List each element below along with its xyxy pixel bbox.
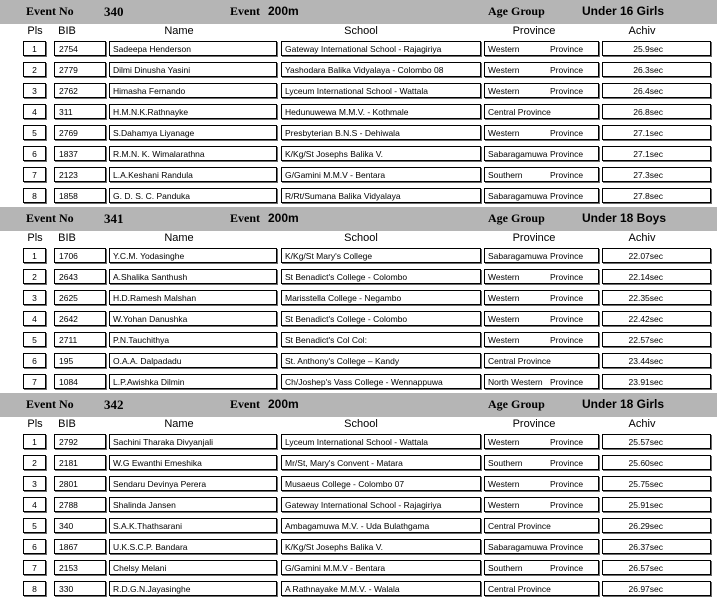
event-no-label: Event No: [26, 211, 74, 225]
name-cell: P.N.Tauchithya: [109, 332, 277, 347]
province-suffix: Province: [550, 500, 584, 510]
event-no-label: Event No: [26, 4, 74, 18]
name-cell: W.Yohan Danushka: [109, 311, 277, 326]
name-cell: Dilmi Dinusha Yasini: [109, 62, 277, 77]
table-row: [0, 558, 717, 579]
school-cell: K/Kg/St Josephs Balika V.: [281, 146, 481, 161]
province-cell: [484, 290, 599, 305]
achievement-cell: 27.3sec: [602, 167, 711, 182]
province-cell: [484, 125, 599, 140]
place-cell: 2: [23, 455, 46, 470]
results-rows: [0, 246, 717, 393]
name-cell: Sadeepa Henderson: [109, 41, 277, 56]
province-suffix: Province: [550, 272, 584, 282]
place-cell: 3: [23, 476, 46, 491]
school-cell: R/Rt/Sumana Balika Vidyalaya: [281, 188, 481, 203]
province-name: Sabaragamuwa: [488, 542, 548, 552]
province-name: Central Province: [488, 521, 551, 531]
province-cell: [484, 353, 599, 368]
school-cell: Lyceum International School - Wattala: [281, 83, 481, 98]
table-row: [0, 246, 717, 267]
age-group-label: Age Group: [488, 397, 545, 411]
province-cell: [484, 62, 599, 77]
bib-cell: 330: [54, 581, 106, 596]
province-name: Central Province: [488, 584, 551, 594]
school-cell: Presbyterian B.N.S - Dehiwala: [281, 125, 481, 140]
school-cell: Marisstella College - Negambo: [281, 290, 481, 305]
province-suffix: Province: [550, 335, 584, 345]
col-pls: Pls: [27, 25, 43, 37]
province-cell: [484, 269, 599, 284]
achievement-cell: 25.9sec: [602, 41, 711, 56]
bib-cell: 2788: [54, 497, 106, 512]
province-cell: [484, 83, 599, 98]
results-rows: [0, 39, 717, 207]
province-name: Western: [488, 479, 520, 489]
table-row: [0, 60, 717, 81]
achievement-cell: 22.14sec: [602, 269, 711, 284]
col-bib: BIB: [58, 418, 76, 430]
event-number: 342: [104, 397, 124, 412]
province-cell: [484, 167, 599, 182]
age-group-value: Under 18 Boys: [582, 211, 667, 225]
province-name: Central Province: [488, 107, 551, 117]
table-row: [0, 123, 717, 144]
col-province: Province: [512, 25, 556, 37]
place-cell: 4: [23, 311, 46, 326]
province-suffix: Province: [550, 458, 584, 468]
province-suffix: Province: [550, 128, 584, 138]
place-cell: 7: [23, 560, 46, 575]
event-distance: 200m: [268, 4, 299, 18]
province-cell: [484, 476, 599, 491]
place-cell: 2: [23, 62, 46, 77]
province-name: Western: [488, 500, 520, 510]
event-block: [0, 207, 717, 393]
bib-cell: 340: [54, 518, 106, 533]
province-cell: [484, 41, 599, 56]
name-cell: H.D.Ramesh Malshan: [109, 290, 277, 305]
col-school: School: [344, 25, 378, 37]
province-name: North Western: [488, 377, 543, 387]
bib-cell: 2625: [54, 290, 106, 305]
achievement-cell: 22.35sec: [602, 290, 711, 305]
name-cell: Chelsy Melani: [109, 560, 277, 575]
province-suffix: Province: [550, 191, 584, 201]
province-cell: [484, 539, 599, 554]
bib-cell: 2711: [54, 332, 106, 347]
bib-cell: 2642: [54, 311, 106, 326]
table-row: [0, 372, 717, 393]
school-cell: Hedunuwewa M.M.V. - Kothmale: [281, 104, 481, 119]
school-cell: K/Kg/St Josephs Balika V.: [281, 539, 481, 554]
province-name: Western: [488, 437, 520, 447]
bib-cell: 2769: [54, 125, 106, 140]
bib-cell: 2643: [54, 269, 106, 284]
school-cell: Ambagamuwa M.V. - Uda Bulathgama: [281, 518, 481, 533]
event-no-label: Event No: [26, 397, 74, 411]
name-cell: U.K.S.C.P. Bandara: [109, 539, 277, 554]
school-cell: G/Gamini M.M.V - Bentara: [281, 167, 481, 182]
province-suffix: Province: [550, 542, 584, 552]
province-name: Western: [488, 272, 520, 282]
place-cell: 7: [23, 374, 46, 389]
province-cell: [484, 146, 599, 161]
achievement-cell: 26.4sec: [602, 83, 711, 98]
achievement-cell: 26.3sec: [602, 62, 711, 77]
event-block: [0, 0, 717, 207]
province-suffix: Province: [550, 314, 584, 324]
province-name: Central Province: [488, 356, 551, 366]
achievement-cell: 27.1sec: [602, 125, 711, 140]
table-row: [0, 81, 717, 102]
col-name: Name: [164, 25, 194, 37]
place-cell: 3: [23, 290, 46, 305]
school-cell: Gateway International School - Rajagiriya: [281, 497, 481, 512]
school-cell: K/Kg/St Mary's College: [281, 248, 481, 263]
event-distance: 200m: [268, 211, 299, 225]
table-row: [0, 351, 717, 372]
school-cell: Gateway International School - Rajagiriya: [281, 41, 481, 56]
achievement-cell: 26.8sec: [602, 104, 711, 119]
col-name: Name: [164, 232, 194, 244]
province-cell: [484, 497, 599, 512]
event-header: [0, 393, 717, 417]
name-cell: R.M.N. K. Wimalarathna: [109, 146, 277, 161]
province-suffix: Province: [550, 86, 584, 96]
event-label: Event: [230, 397, 260, 411]
province-cell: [484, 104, 599, 119]
col-province: Province: [512, 418, 556, 430]
col-pls: Pls: [27, 232, 43, 244]
col-name: Name: [164, 418, 194, 430]
province-name: Western: [488, 314, 520, 324]
name-cell: Y.C.M. Yodasinghe: [109, 248, 277, 263]
table-row: [0, 537, 717, 558]
achievement-cell: 22.57sec: [602, 332, 711, 347]
province-name: Western: [488, 86, 520, 96]
place-cell: 6: [23, 353, 46, 368]
province-cell: [484, 581, 599, 596]
province-name: Sabaragamuwa: [488, 251, 548, 261]
age-group-label: Age Group: [488, 4, 545, 18]
event-distance: 200m: [268, 397, 299, 411]
achievement-cell: 27.8sec: [602, 188, 711, 203]
place-cell: 1: [23, 41, 46, 56]
name-cell: L.A.Keshani Randula: [109, 167, 277, 182]
age-group-value: Under 16 Girls: [582, 4, 665, 18]
province-name: Southern: [488, 170, 523, 180]
event-header: [0, 207, 717, 231]
place-cell: 6: [23, 146, 46, 161]
province-cell: [484, 434, 599, 449]
province-suffix: Province: [550, 377, 584, 387]
table-row: [0, 309, 717, 330]
name-cell: S.A.K.Thathsarani: [109, 518, 277, 533]
school-cell: St. Anthony's College – Kandy: [281, 353, 481, 368]
school-cell: Yashodara Balika Vidyalaya - Colombo 08: [281, 62, 481, 77]
event-number: 340: [104, 4, 124, 19]
province-name: Southern: [488, 563, 523, 573]
table-row: [0, 432, 717, 453]
place-cell: 4: [23, 497, 46, 512]
bib-cell: 1867: [54, 539, 106, 554]
name-cell: S.Dahamya Liyanage: [109, 125, 277, 140]
school-cell: Musaeus College - Colombo 07: [281, 476, 481, 491]
place-cell: 5: [23, 125, 46, 140]
province-name: Western: [488, 128, 520, 138]
province-suffix: Province: [550, 44, 584, 54]
table-row: [0, 474, 717, 495]
province-suffix: Province: [550, 170, 584, 180]
name-cell: W.G Ewanthi Emeshika: [109, 455, 277, 470]
column-headers: [0, 417, 717, 432]
col-achiv: Achiv: [628, 25, 656, 37]
place-cell: 4: [23, 104, 46, 119]
table-row: [0, 288, 717, 309]
col-school: School: [344, 418, 378, 430]
school-cell: A Rathnayake M.M.V. - Walala: [281, 581, 481, 596]
place-cell: 6: [23, 539, 46, 554]
col-achiv: Achiv: [628, 418, 656, 430]
achievement-cell: 25.60sec: [602, 455, 711, 470]
school-cell: St Benadict's College - Colombo: [281, 269, 481, 284]
table-row: [0, 453, 717, 474]
results-rows: [0, 432, 717, 600]
table-row: [0, 144, 717, 165]
bib-cell: 2792: [54, 434, 106, 449]
place-cell: 2: [23, 269, 46, 284]
bib-cell: 2762: [54, 83, 106, 98]
province-suffix: Province: [550, 479, 584, 489]
name-cell: Sachini Tharaka Divyanjali: [109, 434, 277, 449]
name-cell: A.Shalika Santhush: [109, 269, 277, 284]
col-pls: Pls: [27, 418, 43, 430]
table-row: [0, 165, 717, 186]
event-label: Event: [230, 211, 260, 225]
school-cell: Mr/St, Mary's Convent - Matara: [281, 455, 481, 470]
column-headers: [0, 231, 717, 246]
event-number: 341: [104, 211, 124, 226]
bib-cell: 195: [54, 353, 106, 368]
bib-cell: 1706: [54, 248, 106, 263]
achievement-cell: 22.07sec: [602, 248, 711, 263]
province-suffix: Province: [550, 65, 584, 75]
name-cell: L.P.Awishka Dilmin: [109, 374, 277, 389]
bib-cell: 2123: [54, 167, 106, 182]
col-school: School: [344, 232, 378, 244]
bib-cell: 2181: [54, 455, 106, 470]
school-cell: Lyceum International School - Wattala: [281, 434, 481, 449]
province-suffix: Province: [550, 437, 584, 447]
place-cell: 5: [23, 332, 46, 347]
province-cell: [484, 188, 599, 203]
name-cell: Sendaru Devinya Perera: [109, 476, 277, 491]
table-row: [0, 186, 717, 207]
achievement-cell: 25.75sec: [602, 476, 711, 491]
province-name: Western: [488, 293, 520, 303]
school-cell: G/Gamini M.M.V - Bentara: [281, 560, 481, 575]
bib-cell: 2754: [54, 41, 106, 56]
col-province: Province: [512, 232, 556, 244]
name-cell: R.D.G.N.Jayasinghe: [109, 581, 277, 596]
province-cell: [484, 560, 599, 575]
achievement-cell: 25.91sec: [602, 497, 711, 512]
achievement-cell: 27.1sec: [602, 146, 711, 161]
achievement-cell: 22.42sec: [602, 311, 711, 326]
place-cell: 8: [23, 188, 46, 203]
province-cell: [484, 518, 599, 533]
province-name: Western: [488, 335, 520, 345]
achievement-cell: 26.29sec: [602, 518, 711, 533]
achievement-cell: 25.57sec: [602, 434, 711, 449]
province-name: Sabaragamuwa: [488, 191, 548, 201]
achievement-cell: 26.57sec: [602, 560, 711, 575]
achievement-cell: 23.44sec: [602, 353, 711, 368]
province-cell: [484, 311, 599, 326]
table-row: [0, 516, 717, 537]
province-cell: [484, 248, 599, 263]
province-suffix: Province: [550, 563, 584, 573]
province-name: Western: [488, 65, 520, 75]
place-cell: 8: [23, 581, 46, 596]
province-suffix: Province: [550, 251, 584, 261]
achievement-cell: 26.37sec: [602, 539, 711, 554]
col-bib: BIB: [58, 25, 76, 37]
table-row: [0, 102, 717, 123]
province-suffix: Province: [550, 149, 584, 159]
bib-cell: 1858: [54, 188, 106, 203]
age-group-label: Age Group: [488, 211, 545, 225]
col-achiv: Achiv: [628, 232, 656, 244]
name-cell: Shalinda Jansen: [109, 497, 277, 512]
place-cell: 1: [23, 248, 46, 263]
event-label: Event: [230, 4, 260, 18]
col-bib: BIB: [58, 232, 76, 244]
table-row: [0, 39, 717, 60]
name-cell: Himasha Fernando: [109, 83, 277, 98]
province-name: Sabaragamuwa: [488, 149, 548, 159]
table-row: [0, 495, 717, 516]
province-cell: [484, 332, 599, 347]
province-cell: [484, 455, 599, 470]
achievement-cell: 23.91sec: [602, 374, 711, 389]
place-cell: 1: [23, 434, 46, 449]
column-headers: [0, 24, 717, 39]
bib-cell: 311: [54, 104, 106, 119]
bib-cell: 2779: [54, 62, 106, 77]
place-cell: 5: [23, 518, 46, 533]
bib-cell: 2153: [54, 560, 106, 575]
province-name: Western: [488, 44, 520, 54]
age-group-value: Under 18 Girls: [582, 397, 665, 411]
place-cell: 7: [23, 167, 46, 182]
province-suffix: Province: [550, 293, 584, 303]
name-cell: O.A.A. Dalpadadu: [109, 353, 277, 368]
table-row: [0, 267, 717, 288]
name-cell: H.M.N.K.Rathnayke: [109, 104, 277, 119]
name-cell: G. D. S. C. Panduka: [109, 188, 277, 203]
event-block: [0, 393, 717, 600]
school-cell: St Benadict's College - Colombo: [281, 311, 481, 326]
bib-cell: 1837: [54, 146, 106, 161]
bib-cell: 1084: [54, 374, 106, 389]
event-header: [0, 0, 717, 24]
province-name: Southern: [488, 458, 523, 468]
school-cell: St Benadict's Col Col:: [281, 332, 481, 347]
table-row: [0, 330, 717, 351]
achievement-cell: 26.97sec: [602, 581, 711, 596]
school-cell: Ch/Joshep's Vass College - Wennappuwa: [281, 374, 481, 389]
bib-cell: 2801: [54, 476, 106, 491]
province-cell: [484, 374, 599, 389]
place-cell: 3: [23, 83, 46, 98]
